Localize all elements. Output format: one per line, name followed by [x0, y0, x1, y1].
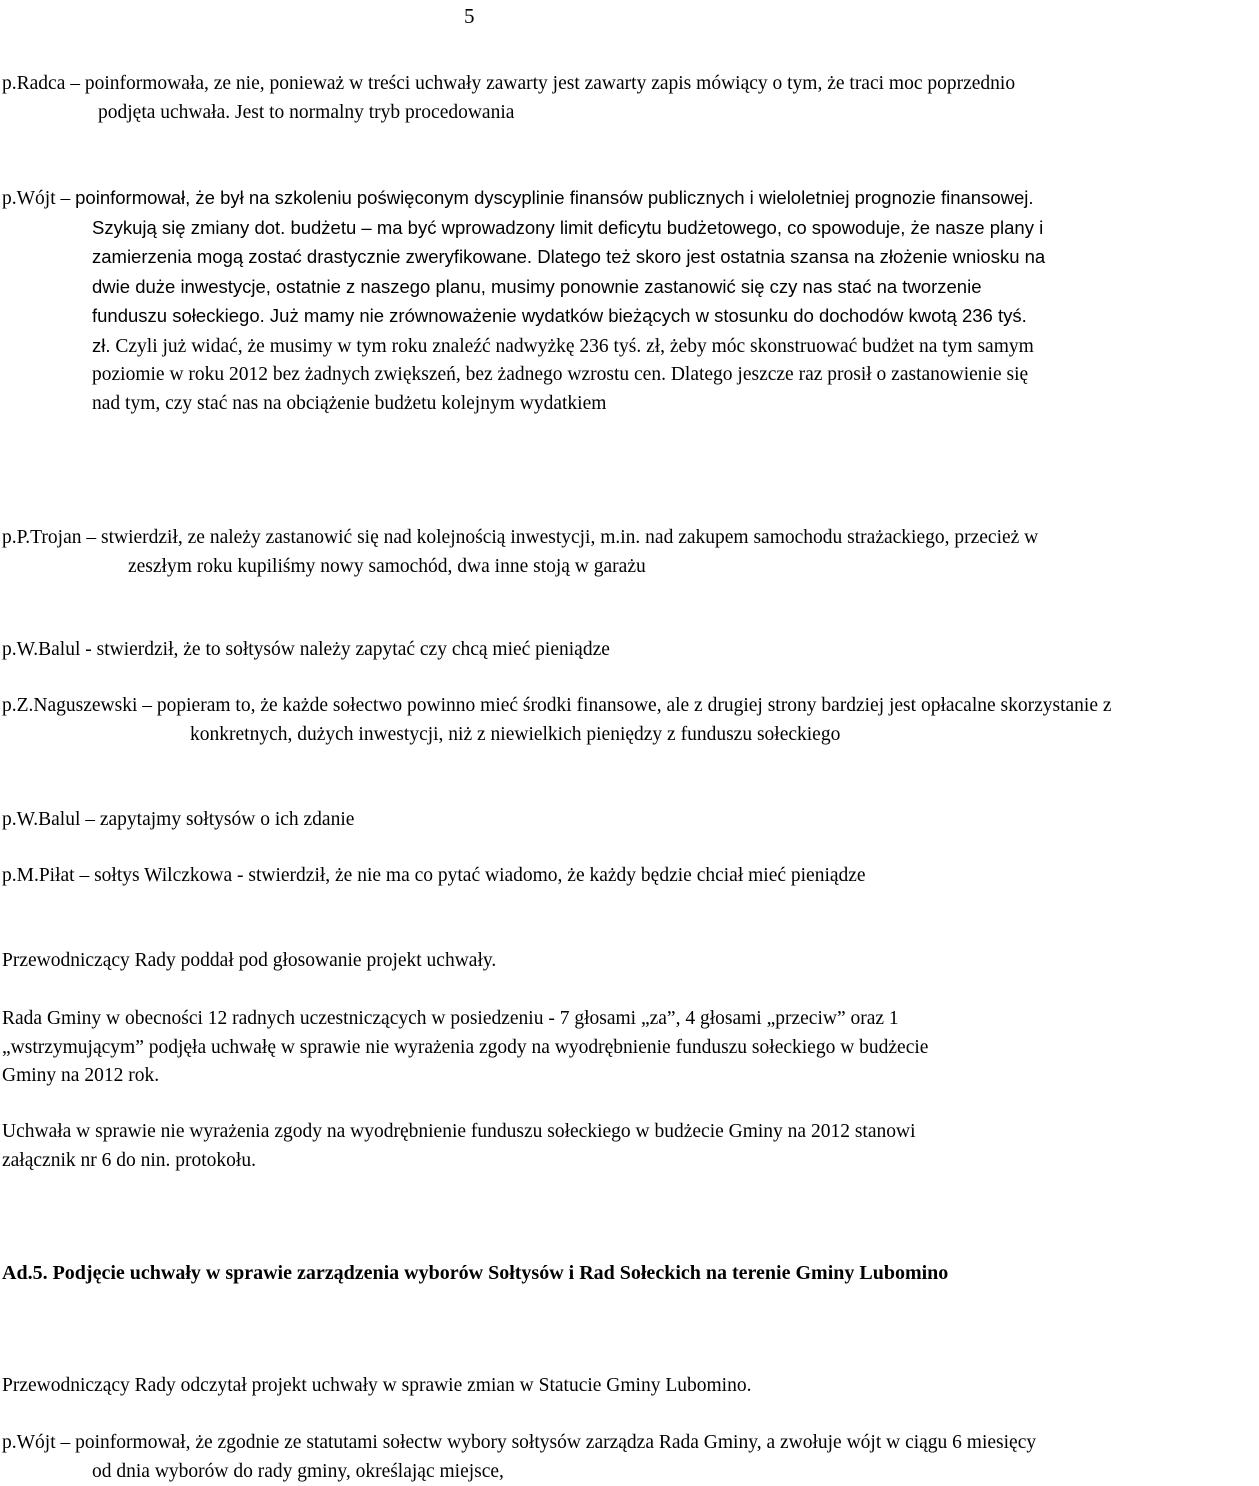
page-number: 5	[464, 4, 475, 28]
statement-text: poinformował, że zgodnie ze statutami sołectw wybory sołtysów zarządza Rada Gminy, a zwołuje wójt w ciągu 6 miesięcy od dnia wyborów do rady gminy, określając miejsce,	[75, 1432, 1037, 1482]
statement-text: Przewodniczący Rady odczytał projekt uchwały w sprawie zmian w Statucie Gminy Lubomino.	[2, 1375, 752, 1396]
statement-text: poinformowała, ze nie, ponieważ w treści uchwały zawarty jest zawarty zapis mówiący o tym, że traci moc poprzednio podjęta uchwała. Jest to normalny tryb procedowania	[84, 73, 1016, 123]
statement-text: zapytajmy sołtysów o ich zdanie	[99, 809, 355, 830]
dash: –	[80, 809, 100, 830]
speaker: p.Z.Naguszewski	[2, 695, 138, 716]
paragraph-pilat	[2, 862, 1259, 891]
statement-text: popieram to, że każde sołectwo powinno mieć środki finansowe, ale z drugiej strony bardziej jest opłacalne skorzystanie z konkretnych, dużych inwestycji, niż z niewielkich pieniędzy z funduszu sołeckiego	[156, 695, 1112, 745]
paragraph-vote-result	[2, 1005, 956, 1091]
dash: –	[55, 188, 76, 209]
speaker: p.Wójt	[2, 188, 56, 209]
statement-text-sans: poinformował, że był na szkoleniu poświęconym dyscyplinie finansów publicznych i wieloletniej prognozie finansowej. Szykują się zmiany dot. budżetu – ma być wprowadzony limit deficytu budżetowego, co spowoduje, że nasze plany i zamierzenia mogą zostać drastycznie zweryfikowane. Dlatego też skoro jest ostatnia szansa na złożenie wniosku na dwie duże inwestycje, ostatnie z naszego planu, musimy ponownie zastanowić się czy nas stać na tworzenie funduszu sołeckiego. Już mamy nie zrównoważenie wydatków bieżących w stosunku do dochodów kwotą 236 tyś. zł.	[75, 187, 1046, 356]
speaker: p.W.Balul	[2, 639, 81, 660]
speaker: p.Wójt	[2, 1432, 56, 1453]
speaker: p.W.Balul	[2, 809, 81, 830]
statement-text: Przewodniczący Rady poddał pod głosowanie projekt uchwały.	[2, 950, 497, 971]
dash: –	[74, 865, 95, 886]
statement-text: Uchwała w sprawie nie wyrażenia zgody na wyodrębnienie funduszu sołeckiego w budżecie Gminy na 2012 stanowi załącznik nr 6 do nin. protokołu.	[2, 1121, 916, 1171]
paragraph-balul-1	[2, 636, 956, 665]
paragraph-wojt-2	[2, 1429, 1046, 1486]
paragraph-statute	[2, 1372, 956, 1401]
agenda-number: Ad.5.	[2, 1262, 48, 1284]
statement-text: stwierdził, że to sołtysów należy zapytać czy chcą mieć pieniądze	[96, 639, 610, 660]
statement-text: Rada Gminy w obecności 12 radnych uczestniczących w posiedzeniu - 7 głosami „za”, 4 głosami „przeciw” oraz 1 „wstrzymującym” podjęła uchwałę w sprawie nie wyrażenia zgody na wyodrębnienie funduszu sołeckiego w budżecie Gminy na 2012 rok.	[2, 1008, 929, 1086]
dash: -	[80, 639, 97, 660]
statement-text: sołtys Wilczkowa - stwierdził, że nie ma co pytać wiadomo, że każdy będzie chciał mieć pieniądze	[94, 865, 866, 886]
agenda-title: Podjęcie uchwały w sprawie zarządzenia wyborów Sołtysów i Rad Sołeckich na terenie Gminy Lubomino	[52, 1262, 949, 1284]
speaker: p.Radca	[2, 73, 66, 94]
paragraph-naguszewski	[2, 692, 1144, 749]
paragraph-vote-call	[2, 947, 956, 976]
dash: –	[65, 73, 85, 94]
dash: –	[81, 527, 101, 548]
paragraph-attachment	[2, 1118, 956, 1175]
speaker: p.M.Piłat	[2, 865, 75, 886]
agenda-heading	[2, 1259, 962, 1288]
statement-text-serif: Czyli już widać, że musimy w tym roku znaleźć nadwyżkę 236 tyś. zł, żeby móc skonstruować budżet na tym samym poziomie w roku 2012 bez żadnych zwiększeń, bez żadnego wzrostu cen. Dlatego jeszcze raz prosił o zastanowienie się nad tym, czy stać nas na obciążenie budżetu kolejnym wydatkiem	[92, 335, 1034, 414]
paragraph-trojan	[2, 524, 1082, 581]
paragraph-wojt	[2, 184, 1046, 418]
dash: –	[137, 695, 157, 716]
speaker: p.P.Trojan	[2, 527, 82, 548]
dash: –	[55, 1432, 76, 1453]
paragraph-radca	[2, 70, 1052, 127]
statement-text: stwierdził, ze należy zastanowić się nad kolejnością inwestycji, m.in. nad zakupem samochodu strażackiego, przecież w zeszłym roku kupiliśmy nowy samochód, dwa inne stoją w garażu	[100, 527, 1039, 577]
paragraph-balul-2	[2, 806, 956, 835]
